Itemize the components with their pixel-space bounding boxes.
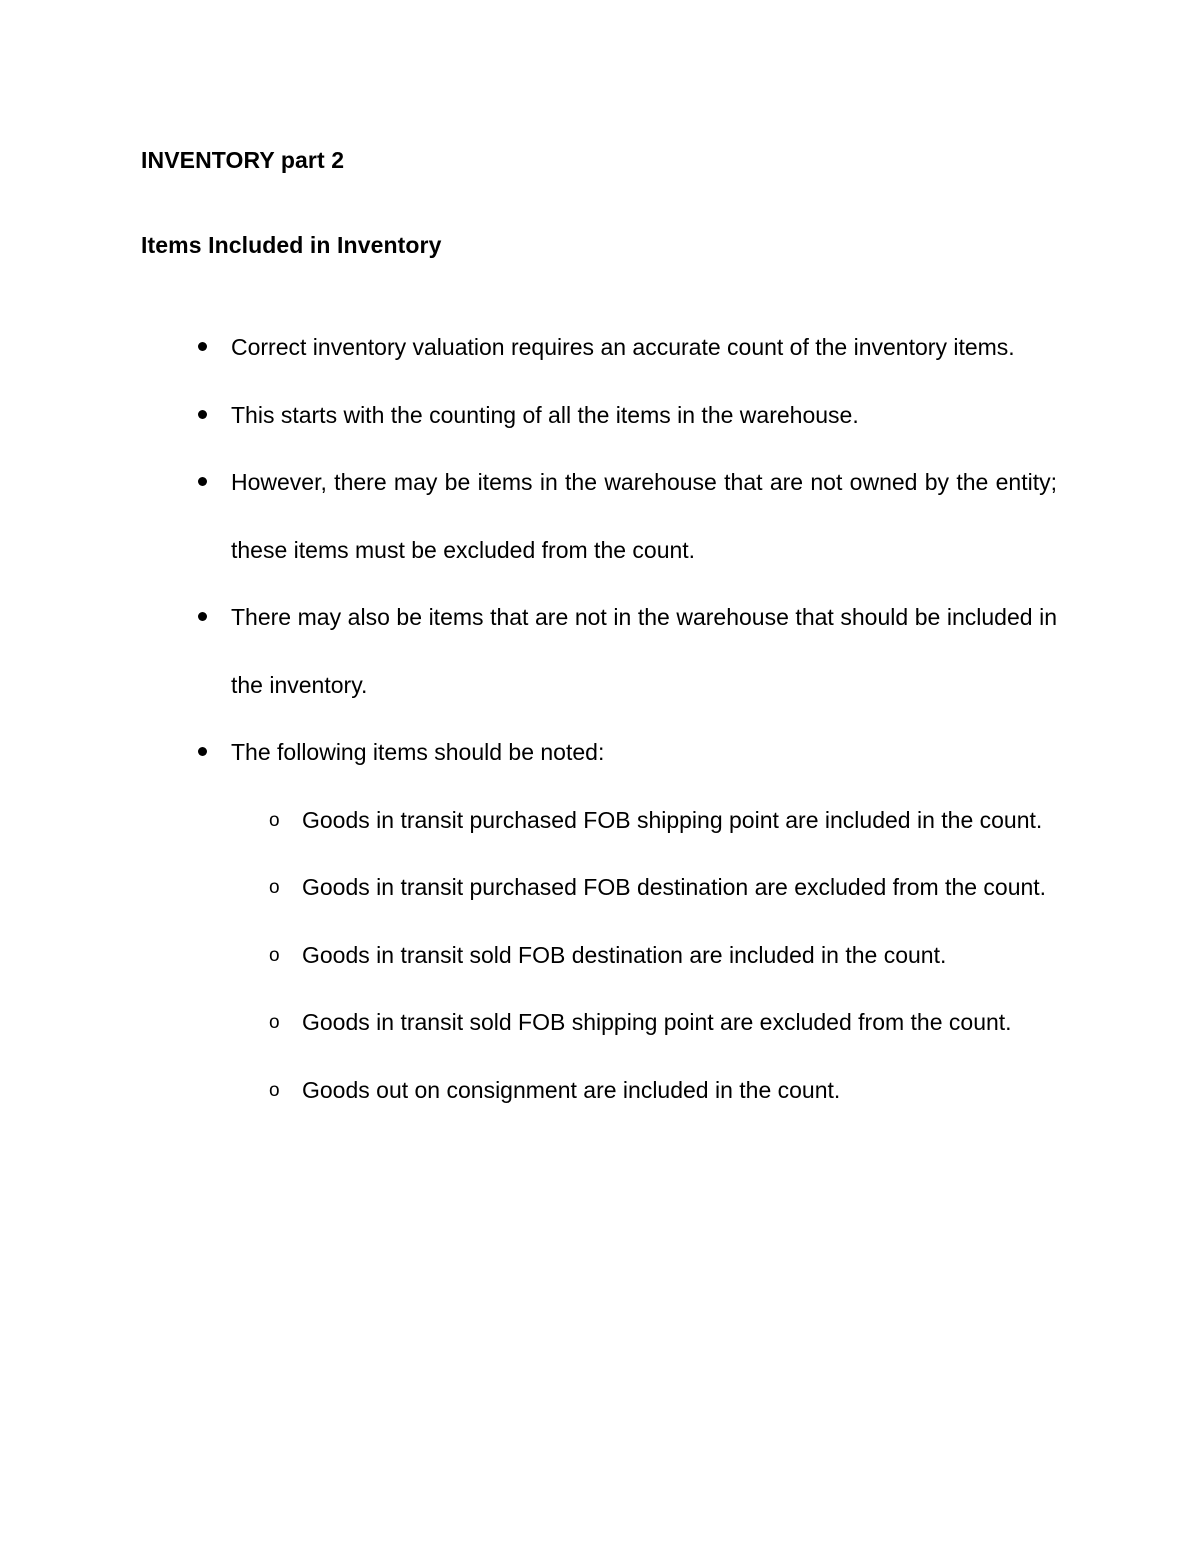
section-heading: Items Included in Inventory [141, 232, 442, 258]
hollow-circle-icon: o [269, 944, 280, 966]
hollow-circle-icon: o [269, 1012, 280, 1033]
sub-list-item-text: Goods in transit sold FOB destination are included in the count. [302, 941, 947, 968]
sub-list-item [141, 922, 1057, 990]
list-item [141, 314, 1057, 382]
hollow-circle-icon: o [269, 1079, 280, 1101]
list-item [141, 584, 1057, 719]
list-item [141, 719, 1057, 787]
bullet-icon [198, 747, 207, 756]
bullet-icon [198, 477, 207, 486]
list-item [141, 449, 1057, 584]
sub-list-item-text: Goods out on consignment are included in the count. [302, 1076, 841, 1103]
list-item [141, 382, 1057, 450]
list-item-text: Correct inventory valuation requires an accurate count of the inventory items. [231, 334, 1015, 360]
list-item-text: There may also be items that are not in the warehouse that should be included in the inventory. [231, 604, 1057, 698]
bullet-list [141, 314, 1057, 787]
sub-list-item [141, 787, 1057, 855]
list-item-text: However, there may be items in the warehouse that are not owned by the entity; these items must be excluded from the count. [231, 469, 1057, 563]
sub-bullet-list [141, 787, 1057, 1125]
sub-list-item [141, 989, 1057, 1057]
list-item-text: The following items should be noted: [231, 739, 605, 765]
sub-list-item [141, 1057, 1057, 1125]
sub-list-item-text: Goods in transit sold FOB shipping point are excluded from the count. [302, 1009, 1012, 1035]
sub-list-item-text: Goods in transit purchased FOB destination are excluded from the count. [302, 874, 1047, 900]
list-item-text: This starts with the counting of all the items in the warehouse. [231, 401, 859, 428]
document-title: INVENTORY part 2 [141, 147, 345, 173]
hollow-circle-icon: o [269, 809, 280, 831]
hollow-circle-icon: o [269, 877, 280, 898]
bullet-icon [198, 612, 207, 621]
bullet-icon [198, 410, 207, 419]
sub-list-item [141, 854, 1057, 922]
bullet-icon [198, 342, 207, 351]
document-body [141, 143, 1057, 1124]
sub-list-item-text: Goods in transit purchased FOB shipping point are included in the count. [302, 806, 1043, 833]
